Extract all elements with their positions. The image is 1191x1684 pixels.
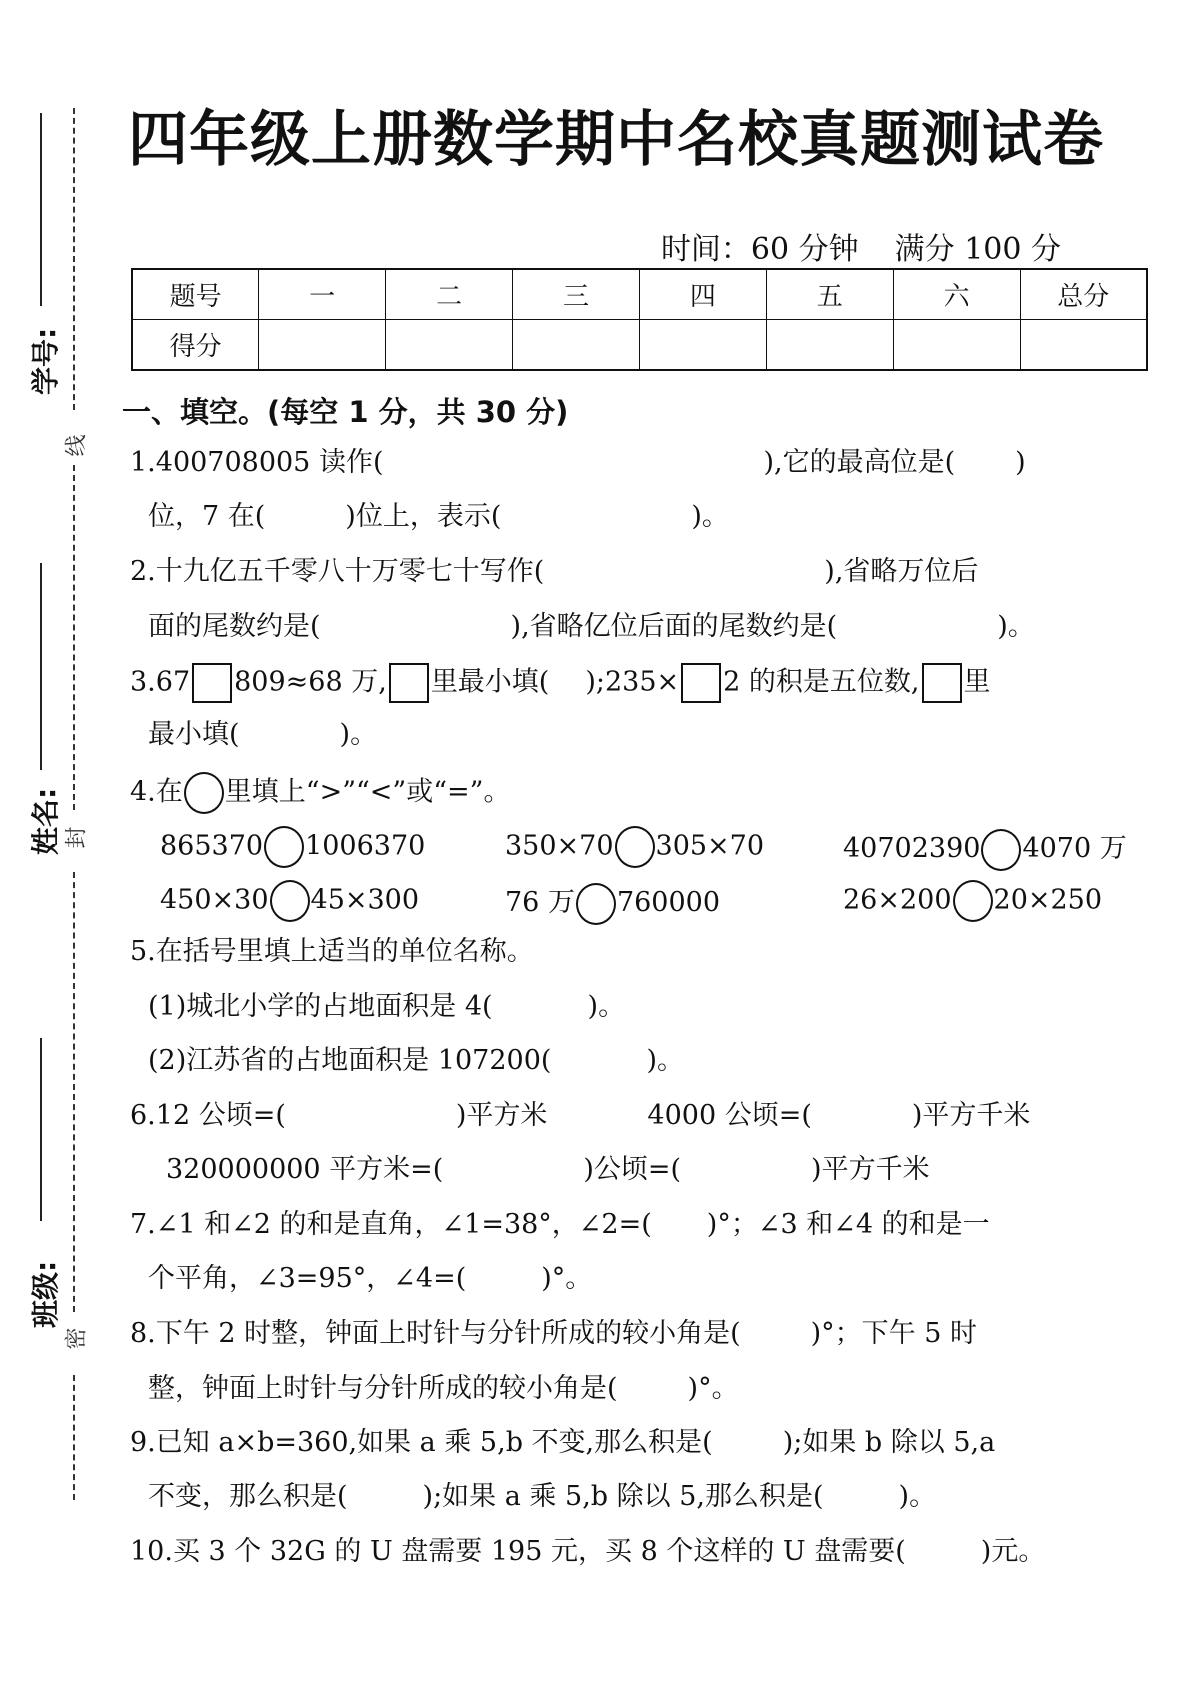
header-cell: 六 xyxy=(893,269,1020,320)
question-7-line-1: 7.∠1 和∠2 的和是直角，∠1=38°，∠2=( )°；∠3 和∠4 的和是一 xyxy=(130,1209,990,1240)
seal-dashed-line xyxy=(73,872,75,1312)
question-3-line-2: 最小填( )。 xyxy=(148,719,378,750)
comparison-item: 865370 1006370 xyxy=(160,826,425,868)
name-label: 姓名: xyxy=(29,787,62,855)
section-title: 一、填空。(每空 1 分，共 30 分) xyxy=(122,395,569,429)
seal-char-secret: 密 xyxy=(64,1327,90,1350)
question-6-line-1: 6.12 公顷=( )平方米 4000 公顷=( )平方千米 xyxy=(130,1100,1031,1131)
question-6-line-2: 320000000 平方米=( )公顷=( )平方千米 xyxy=(166,1154,930,1185)
question-2-line-2: 面的尾数约是( ),省略亿位后面的尾数约是( )。 xyxy=(148,611,1035,642)
compare-circle[interactable] xyxy=(953,880,993,922)
comparison-item: 450×30 45×300 xyxy=(160,880,419,922)
class-underline xyxy=(40,1038,42,1221)
score-cell[interactable] xyxy=(513,320,640,371)
header-cell: 四 xyxy=(640,269,767,320)
seal-dashed-line xyxy=(73,1375,75,1500)
score-cell[interactable] xyxy=(1020,320,1147,371)
fill-box-icon xyxy=(922,663,962,703)
score-cell[interactable] xyxy=(386,320,513,371)
header-cell: 三 xyxy=(513,269,640,320)
question-9-line-2: 不变，那么积是( );如果 a 乘 5,b 除以 5,那么积是( )。 xyxy=(148,1481,937,1512)
seal-char-line: 线 xyxy=(64,434,90,457)
score-cell[interactable] xyxy=(640,320,767,371)
score-cell[interactable] xyxy=(893,320,1020,371)
score-cell[interactable] xyxy=(259,320,386,371)
time-limit: 时间：60 分钟 xyxy=(660,232,859,267)
question-4-stem: 4.在 里填上“>”“<”或“=”。 xyxy=(130,772,510,814)
score-table-header-row xyxy=(132,269,1147,320)
header-cell: 五 xyxy=(766,269,893,320)
question-8-line-1: 8.下午 2 时整，钟面上时针与分针所成的较小角是( )°；下午 5 时 xyxy=(130,1318,978,1349)
header-cell: 题号 xyxy=(132,269,259,320)
page-title: 四年级上册数学期中名校真题测试卷 xyxy=(128,105,1104,175)
score-table xyxy=(131,268,1148,371)
comparison-item: 350×70 305×70 xyxy=(505,826,764,868)
question-3-line-1: 3.67 809≈68 万, 里最小填( );235× 2 的积是五位数, 里 xyxy=(130,663,991,703)
question-5-sub-2: (2)江苏省的占地面积是 107200( )。 xyxy=(148,1045,684,1076)
fill-box[interactable] xyxy=(681,663,721,703)
compare-circle[interactable] xyxy=(981,829,1021,871)
question-5-sub-1: (1)城北小学的占地面积是 4( )。 xyxy=(148,991,626,1022)
header-cell: 二 xyxy=(386,269,513,320)
question-1-line-1: 1.400708005 读作( ),它的最高位是( ) xyxy=(130,447,1026,478)
header-cell: 一 xyxy=(259,269,386,320)
compare-circle[interactable] xyxy=(264,826,304,868)
fill-box[interactable] xyxy=(192,663,232,703)
question-5-stem: 5.在括号里填上适当的单位名称。 xyxy=(130,936,534,967)
header-cell: 总分 xyxy=(1020,269,1147,320)
question-8-line-2: 整，钟面上时针与分针所成的较小角是( )°。 xyxy=(148,1373,739,1404)
seal-dashed-line xyxy=(73,465,75,810)
question-7-line-2: 个平角，∠3=95°，∠4=( )°。 xyxy=(148,1263,593,1294)
comparison-item: 40702390 4070 万 xyxy=(843,826,1127,871)
question-10: 10.买 3 个 32G 的 U 盘需要 195 元，买 8 个这样的 U 盘需要( )元。 xyxy=(130,1536,1046,1567)
comparison-item: 26×200 20×250 xyxy=(843,880,1102,922)
comparison-item: 76 万 760000 xyxy=(505,880,720,925)
score-row-label: 得分 xyxy=(132,320,259,371)
full-score: 满分 100 分 xyxy=(894,232,1061,267)
student-id-label: 学号: xyxy=(29,327,62,395)
exam-meta xyxy=(625,224,1061,268)
seal-dashed-line xyxy=(73,108,75,410)
compare-circle[interactable] xyxy=(576,883,616,925)
class-label: 班级: xyxy=(29,1260,62,1328)
question-1-line-2: 位，7 在( )位上，表示( )。 xyxy=(148,501,729,532)
score-table-score-row xyxy=(132,320,1147,371)
score-cell[interactable] xyxy=(766,320,893,371)
compare-circle[interactable] xyxy=(615,826,655,868)
fill-box-icon xyxy=(389,663,429,703)
question-9-line-1: 9.已知 a×b=360,如果 a 乘 5,b 不变,那么积是( );如果 b 除以 5,a xyxy=(130,1427,996,1458)
seal-char-seal: 封 xyxy=(64,826,90,849)
name-underline xyxy=(40,563,42,770)
student-id-underline xyxy=(40,113,42,306)
circle-icon xyxy=(184,772,224,814)
question-2-line-1: 2.十九亿五千零八十万零七十写作( ),省略万位后 xyxy=(130,556,979,587)
compare-circle[interactable] xyxy=(270,880,310,922)
